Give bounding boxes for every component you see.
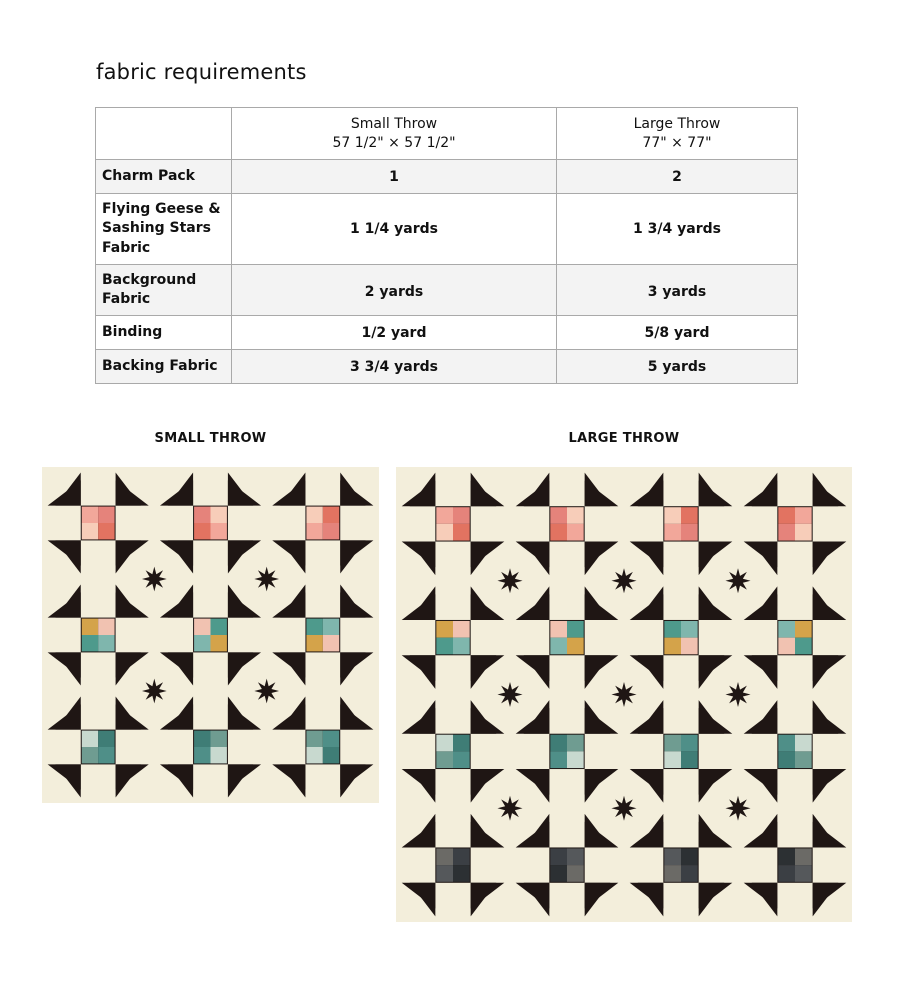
header-large-throw xyxy=(557,108,798,160)
large-throw-value: 2 xyxy=(557,160,798,194)
charm-square xyxy=(98,507,114,523)
small-throw-value: 2 yards xyxy=(232,265,557,316)
charm-square xyxy=(306,507,322,523)
table-row xyxy=(96,350,798,384)
charm-square xyxy=(453,848,470,865)
charm-square xyxy=(795,751,812,768)
charm-square xyxy=(98,731,114,747)
charm-square xyxy=(453,751,470,768)
charm-square xyxy=(211,507,227,523)
charm-square xyxy=(323,747,339,763)
charm-square xyxy=(795,524,812,541)
charm-square xyxy=(664,735,681,752)
charm-square xyxy=(323,635,339,651)
charm-square xyxy=(664,638,681,655)
large-throw-quilt-illustration xyxy=(396,467,852,922)
fabric-requirements-table xyxy=(95,107,798,384)
row-label: Charm Pack xyxy=(96,160,232,194)
table-row xyxy=(96,160,798,194)
charm-square xyxy=(550,751,567,768)
row-label: Backing Fabric xyxy=(96,350,232,384)
charm-square xyxy=(664,865,681,882)
charm-square xyxy=(567,735,584,752)
charm-square xyxy=(681,751,698,768)
charm-square xyxy=(778,524,795,541)
charm-square xyxy=(550,848,567,865)
charm-square xyxy=(795,638,812,655)
small-throw-label: SMALL THROW xyxy=(154,431,267,446)
charm-square xyxy=(194,507,210,523)
charm-square xyxy=(82,731,98,747)
charm-square xyxy=(211,523,227,539)
charm-square xyxy=(567,865,584,882)
charm-square xyxy=(453,865,470,882)
charm-square xyxy=(436,735,453,752)
charm-square xyxy=(194,731,210,747)
charm-square xyxy=(82,747,98,763)
charm-square xyxy=(453,638,470,655)
table-row xyxy=(96,265,798,316)
charm-square xyxy=(194,635,210,651)
charm-square xyxy=(436,638,453,655)
large-throw-value: 1 3/4 yards xyxy=(557,194,798,265)
small-throw-quilt-illustration xyxy=(42,467,379,803)
charm-square xyxy=(323,507,339,523)
row-label: Background Fabric xyxy=(96,265,232,316)
charm-square xyxy=(194,619,210,635)
charm-square xyxy=(436,507,453,524)
charm-square xyxy=(98,523,114,539)
header-large-throw-name: Large Throw xyxy=(633,115,721,132)
sashing-star xyxy=(725,682,750,707)
sashing-star xyxy=(142,679,167,704)
charm-square xyxy=(323,523,339,539)
sashing-star xyxy=(497,682,522,707)
charm-square xyxy=(795,507,812,524)
charm-square xyxy=(567,638,584,655)
charm-square xyxy=(664,621,681,638)
charm-square xyxy=(211,731,227,747)
charm-square xyxy=(681,735,698,752)
small-throw-value: 1 1/4 yards xyxy=(232,194,557,265)
charm-square xyxy=(550,507,567,524)
charm-square xyxy=(567,507,584,524)
charm-square xyxy=(306,523,322,539)
charm-square xyxy=(550,865,567,882)
charm-square xyxy=(98,619,114,635)
charm-square xyxy=(323,731,339,747)
sashing-star xyxy=(497,568,522,593)
charm-square xyxy=(436,865,453,882)
page-title: fabric requirements xyxy=(96,60,307,84)
charm-square xyxy=(436,621,453,638)
large-throw-value: 5/8 yard xyxy=(557,316,798,350)
row-label: Binding xyxy=(96,316,232,350)
charm-square xyxy=(664,848,681,865)
sashing-star xyxy=(725,568,750,593)
table-row xyxy=(96,316,798,350)
charm-square xyxy=(795,621,812,638)
charm-square xyxy=(795,735,812,752)
charm-square xyxy=(211,635,227,651)
sashing-star xyxy=(254,679,279,704)
charm-square xyxy=(778,621,795,638)
charm-square xyxy=(453,621,470,638)
charm-square xyxy=(567,524,584,541)
header-blank-cell xyxy=(96,108,232,160)
charm-square xyxy=(436,524,453,541)
small-throw-value: 1/2 yard xyxy=(232,316,557,350)
sashing-star xyxy=(254,567,279,592)
charm-square xyxy=(82,507,98,523)
charm-square xyxy=(664,507,681,524)
charm-square xyxy=(436,751,453,768)
charm-square xyxy=(453,524,470,541)
small-throw-value: 1 xyxy=(232,160,557,194)
charm-square xyxy=(664,751,681,768)
charm-square xyxy=(567,848,584,865)
charm-square xyxy=(778,848,795,865)
charm-square xyxy=(567,751,584,768)
charm-square xyxy=(681,524,698,541)
sashing-star xyxy=(611,568,636,593)
header-small-throw-name: Small Throw xyxy=(350,115,438,132)
header-large-throw-size: 77" × 77" xyxy=(642,134,712,151)
charm-square xyxy=(778,638,795,655)
header-small-throw-size: 57 1/2" × 57 1/2" xyxy=(332,134,456,151)
charm-square xyxy=(194,523,210,539)
sashing-star xyxy=(611,796,636,821)
charm-square xyxy=(323,619,339,635)
large-throw-value: 5 yards xyxy=(557,350,798,384)
charm-square xyxy=(550,621,567,638)
charm-square xyxy=(778,507,795,524)
charm-square xyxy=(306,747,322,763)
charm-square xyxy=(306,731,322,747)
charm-square xyxy=(550,524,567,541)
charm-square xyxy=(453,507,470,524)
charm-square xyxy=(436,848,453,865)
charm-square xyxy=(681,507,698,524)
charm-square xyxy=(82,619,98,635)
charm-square xyxy=(550,735,567,752)
charm-square xyxy=(567,621,584,638)
sashing-star xyxy=(725,796,750,821)
table-row xyxy=(96,194,798,265)
charm-square xyxy=(194,747,210,763)
charm-square xyxy=(778,751,795,768)
charm-square xyxy=(681,621,698,638)
charm-square xyxy=(681,848,698,865)
charm-square xyxy=(795,848,812,865)
large-throw-label: LARGE THROW xyxy=(568,431,680,446)
charm-square xyxy=(98,747,114,763)
charm-square xyxy=(778,735,795,752)
charm-square xyxy=(82,635,98,651)
charm-square xyxy=(211,619,227,635)
charm-square xyxy=(306,619,322,635)
sashing-star xyxy=(611,682,636,707)
sashing-star xyxy=(142,567,167,592)
charm-square xyxy=(664,524,681,541)
charm-square xyxy=(306,635,322,651)
charm-square xyxy=(98,635,114,651)
charm-square xyxy=(795,865,812,882)
header-small-throw xyxy=(232,108,557,160)
charm-square xyxy=(681,638,698,655)
charm-square xyxy=(211,747,227,763)
row-label: Flying Geese & Sashing Stars Fabric xyxy=(96,194,232,265)
charm-square xyxy=(550,638,567,655)
sashing-star xyxy=(497,796,522,821)
charm-square xyxy=(778,865,795,882)
charm-square xyxy=(453,735,470,752)
charm-square xyxy=(82,523,98,539)
charm-square xyxy=(681,865,698,882)
table-header-row xyxy=(96,108,798,160)
small-throw-value: 3 3/4 yards xyxy=(232,350,557,384)
large-throw-value: 3 yards xyxy=(557,265,798,316)
